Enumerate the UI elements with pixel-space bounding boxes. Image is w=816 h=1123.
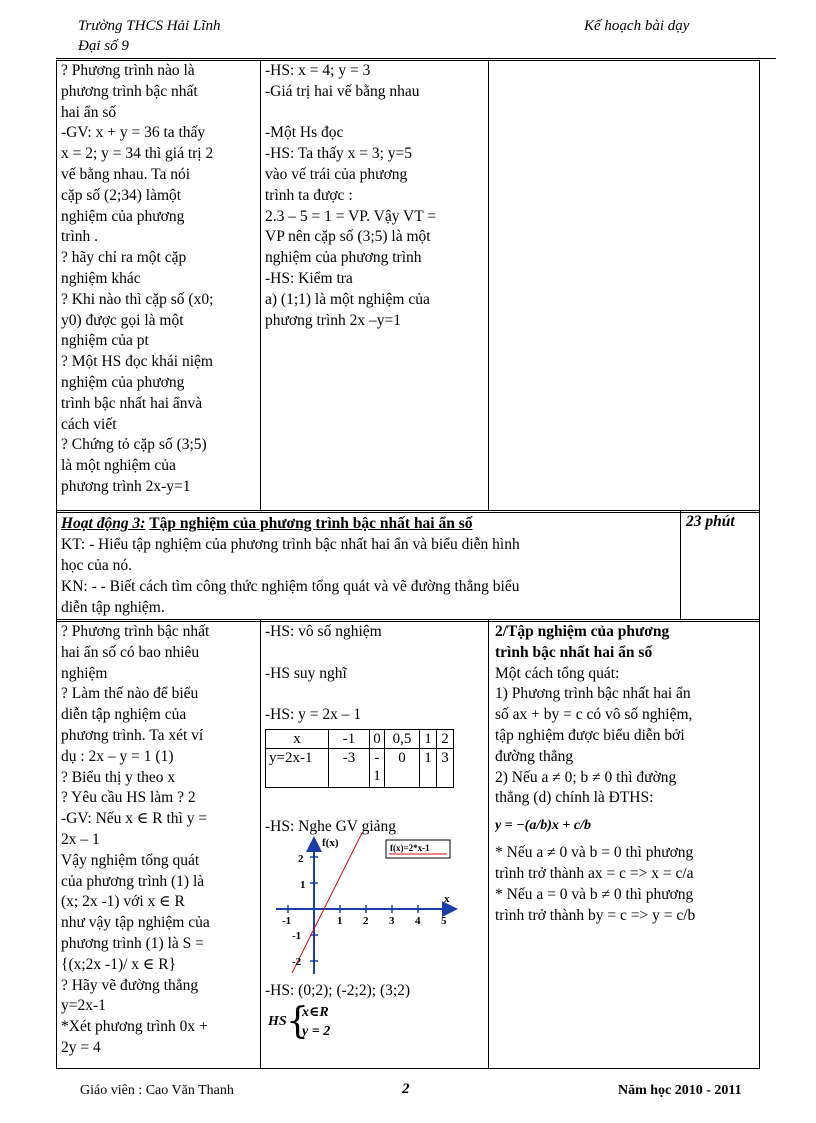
x-tick-label: 1 <box>337 915 343 927</box>
y-tick-label: -2 <box>292 956 302 968</box>
y-tick-label: 1 <box>300 879 306 891</box>
col-divider-1a <box>260 60 261 511</box>
line-graph <box>268 832 468 982</box>
hs-sys-line2: y = 2 <box>302 1024 331 1039</box>
teacher-activity-1: ? Phương trình nào là phương trình bậc nhất hai ẩn số -GV: x + y = 36 ta thấy x = 2; y = 34 thì giá trị 2 vế bằng nhau. Ta nói cặp số (2;34) làmột nghiệm của phương trình . ? hãy chỉ ra một cặp nghiệm khác ? Khi nào thì cặp số (x0; y0) được gọi là một nghiệm của pt ? Một HS đọc khái niệm nghiệm của phương trình bậc nhất hai ẩnvà cách viết ? Chứng tỏ cặp số (3;5) là một nghiệm của phương trình 2x-y=1 <box>61 62 214 495</box>
col-divider-2b <box>488 620 489 1068</box>
x-axis-label: x <box>444 893 450 905</box>
activity-kt: KT: - Hiểu tập nghiệm của phương trình bậc nhất hai ẩn và biểu diễn hình <box>61 536 520 553</box>
subject-name: Đại số 9 <box>78 38 129 54</box>
document-title: Kế hoạch bài dạy <box>584 18 690 34</box>
activity-time: 23 phút <box>686 513 735 530</box>
header-rule <box>56 58 776 59</box>
y-tick-label: -1 <box>292 930 302 942</box>
values-table <box>265 729 454 788</box>
teacher-activity-2: ? Phương trình bậc nhất hai ẩn số có bao nhiêu nghiệm ? Làm thế nào để biểu diễn tập nghiệm của phương trình. Ta xét ví dụ : 2x – y = 1 (1) ? Biểu thị y theo x ? Yêu cầu HS làm ? 2 -GV: Nếu x ∈ R thì y = 2x – 1 Vậy nghiệm tổng quát của phương trình (1) là (x; 2x -1) với x ∈ R như vậy tập nghiệm của phương trình (1) là S = {(x;2x -1)/ x ∈ R} ? Hãy vẽ đường thẳng y=2x-1 *Xét phương trình 0x + 2y = 4 <box>61 623 210 1056</box>
col-divider-2a <box>488 60 489 511</box>
school-name: Trường THCS Hải Lĩnh <box>78 18 221 34</box>
activity-header <box>61 513 671 618</box>
activity-kt-cont: học của nó. <box>61 557 133 574</box>
table-row: x -1 0 0,5 1 2 <box>266 730 454 749</box>
student-activity-1: -HS: x = 4; y = 3 -Giá trị hai vế bằng nhau -Một Hs đọc -HS: Ta thấy x = 3; y=5 vào vế trái của phương trình ta được : 2.3 – 5 = 1 = VP. Vậy VT = VP nên cặp số (3;5) là một nghiệm của phương trình -HS: Kiểm tra a) (1;1) là một nghiệm của phương trình 2x –y=1 <box>265 62 437 329</box>
graph-line <box>292 832 372 973</box>
hs-sys-line1: x∈R <box>302 1005 329 1020</box>
activity-kn-cont: diễn tập nghiệm. <box>61 599 165 616</box>
x-tick-label: 3 <box>389 915 395 927</box>
activity-label: Hoạt động 3: <box>61 515 146 532</box>
y-tick-label: 2 <box>298 853 304 865</box>
page-number: 2 <box>402 1081 410 1097</box>
table-right-border <box>759 60 760 1068</box>
x-tick-label: 2 <box>363 915 369 927</box>
hs-label: HS <box>268 1014 287 1029</box>
student-points: -HS: (0;2); (-2;2); (3;2) <box>265 982 411 999</box>
activity-kn: KN: - - Biết cách tìm công thức nghiệm tổng quát và vẽ đường thẳng biểu <box>61 578 520 595</box>
graph-formula: y = −(a/b)x + c/b <box>495 818 591 834</box>
time-divider <box>680 510 681 620</box>
table-bottom-border <box>56 1068 760 1069</box>
brace: { <box>286 1001 309 1042</box>
student-listen: -HS: Nghe GV giảng <box>265 818 397 835</box>
school-year: Năm học 2010 - 2011 <box>618 1083 742 1098</box>
teacher-name: Giáo viên : Cao Văn Thanh <box>80 1083 234 1098</box>
x-tick-label: -1 <box>282 915 292 927</box>
content-notes-2: 2/Tập nghiệm của phương trình bậc nhất hai ẩn số Một cách tổng quát: 1) Phương trình bậc nhất hai ẩn số ax + by = c có vô số nghiệm, tập nghiệm được biểu diễn bởi đường thẳng 2) Nếu a ≠ 0; b ≠ 0 thì đường thẳng (d) chính là ĐTHS: y = −(a/b)x + c/b * Nếu a ≠ 0 và b = 0 thì phương trình trở thành ax = c => x = c/a * Nếu a = 0 và b ≠ 0 thì phương trình trở thành by = c => y = c/b <box>495 622 756 926</box>
activity-title: Tập nghiệm của phương trình bậc nhất hai ẩn số <box>149 515 473 532</box>
student-activity-2: -HS: vô số nghiệm -HS suy nghĩ -HS: y = 2x – 1 <box>265 623 382 724</box>
x-tick-label: 5 <box>441 915 447 927</box>
col-divider-1b <box>260 620 261 1068</box>
legend-text: f(x)=2*x-1 <box>390 843 430 853</box>
x-tick-label: 4 <box>415 915 421 927</box>
table-row: y=2x-1 -3 -1 0 1 3 <box>266 749 454 788</box>
y-axis-label: f(x) <box>322 837 339 849</box>
table-left-border <box>56 60 57 1068</box>
